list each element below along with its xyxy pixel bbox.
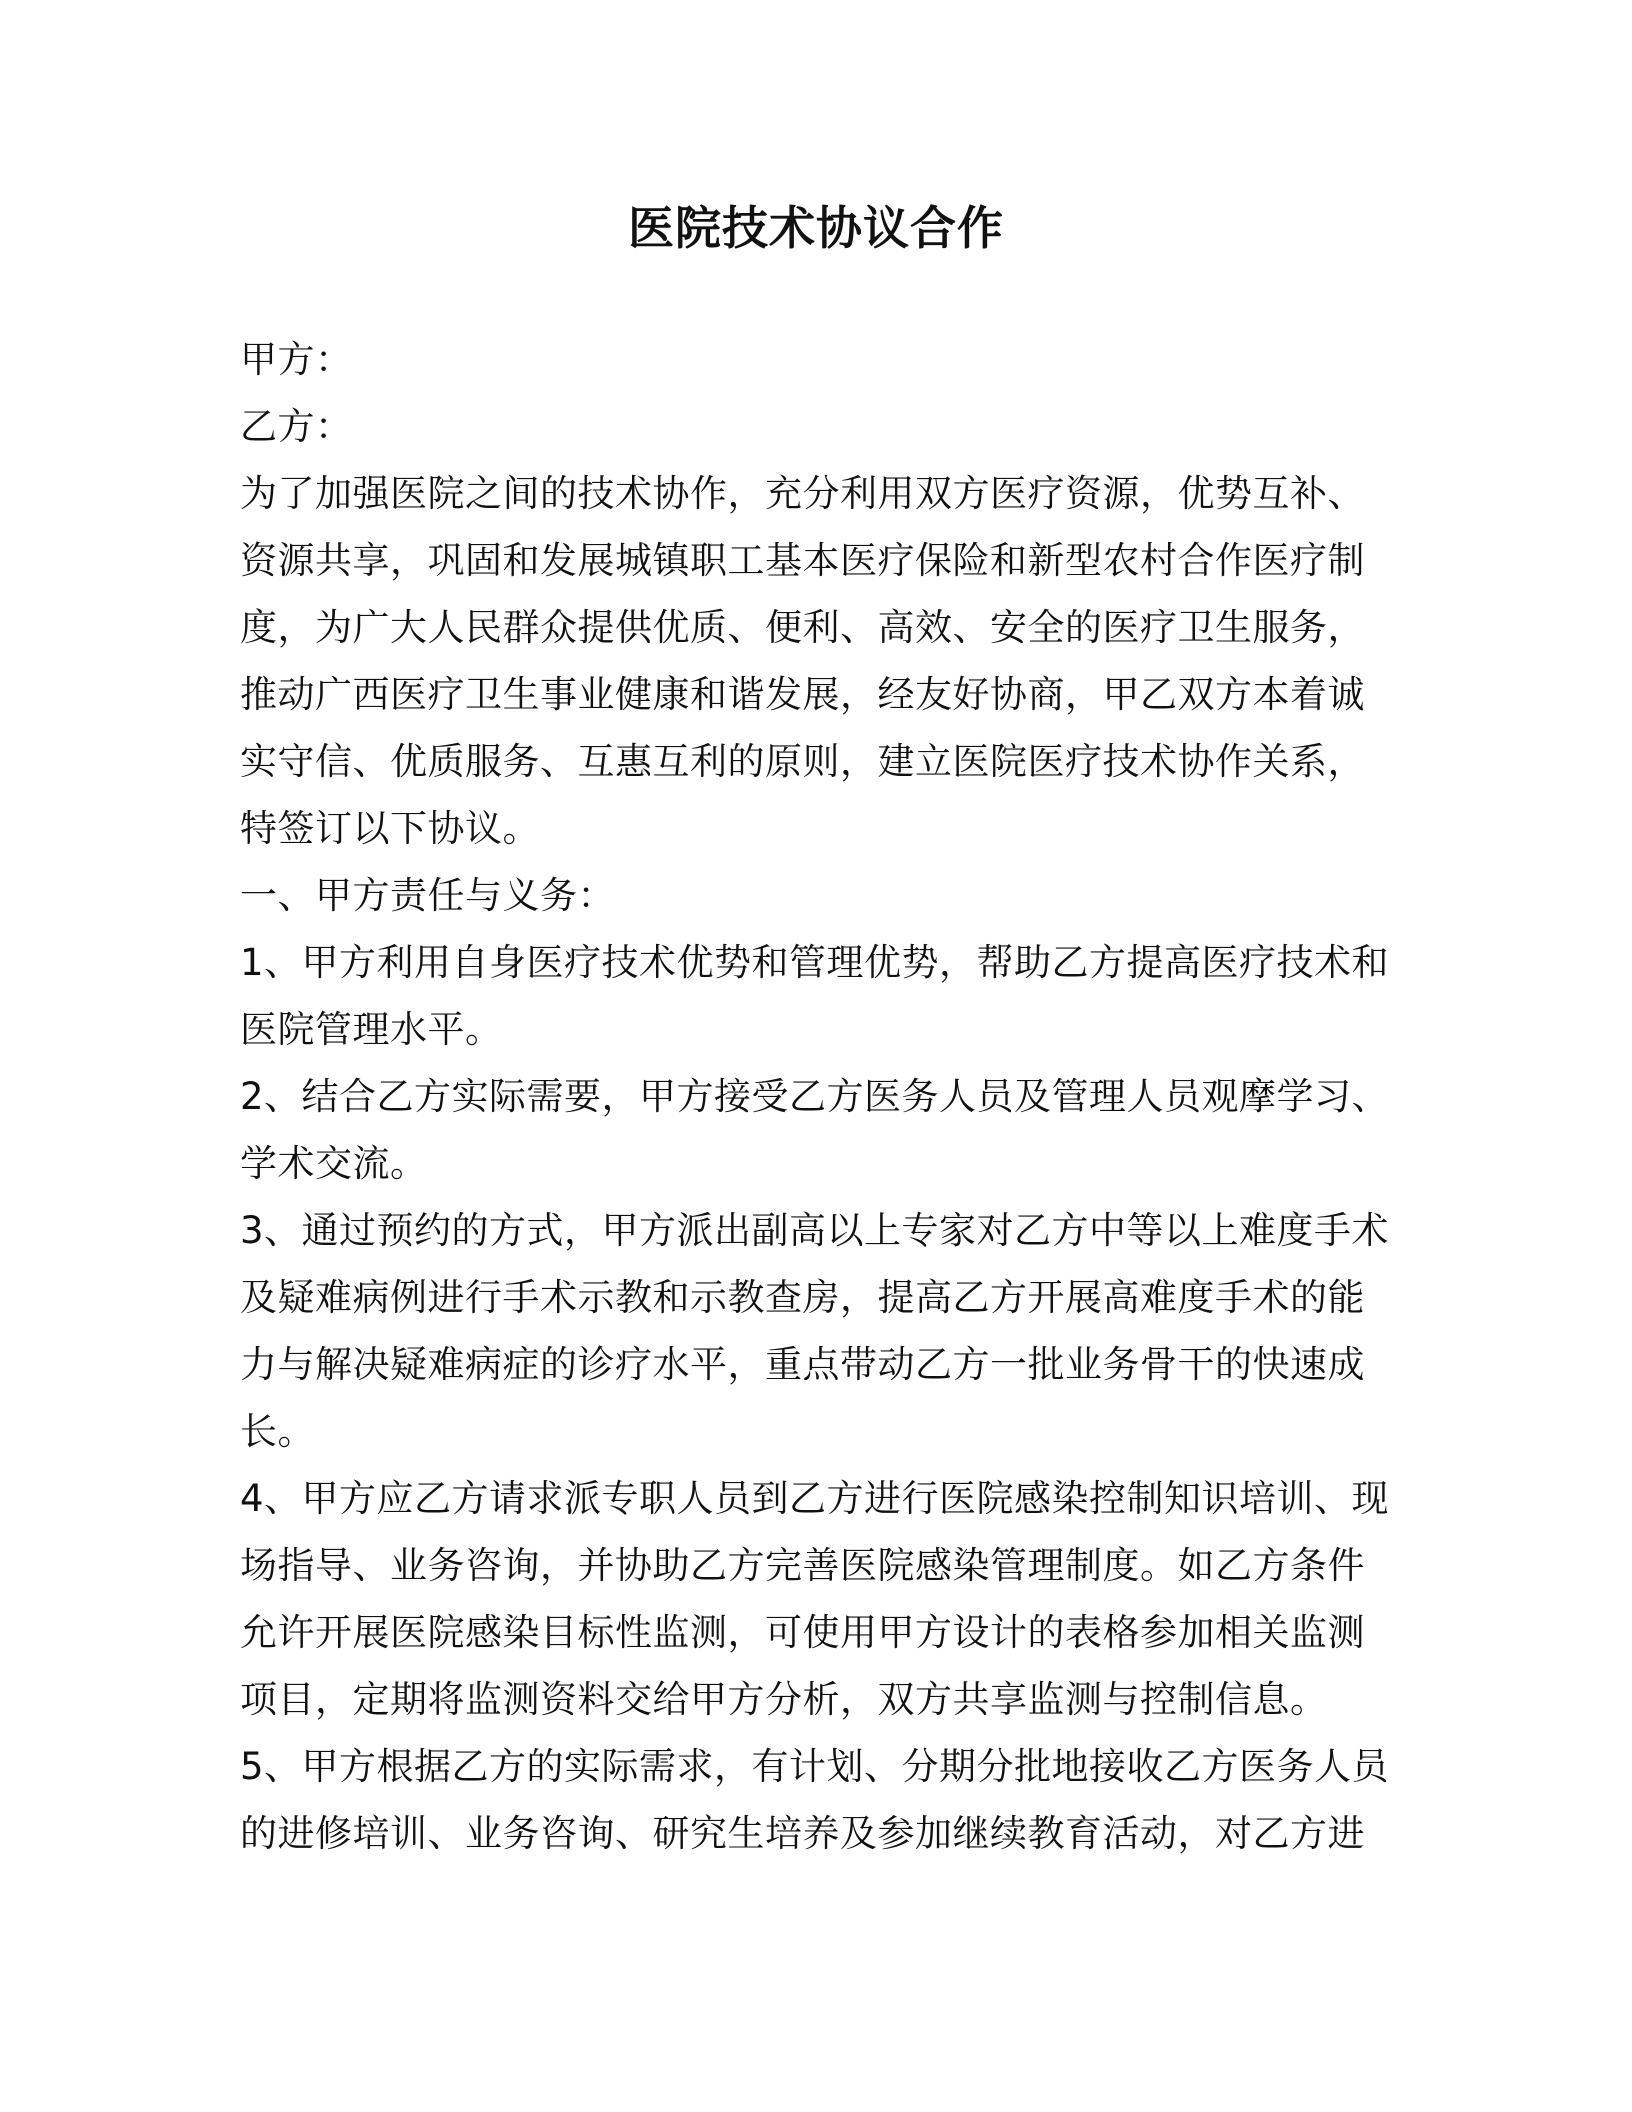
- body-line: 5、甲方根据乙方的实际需求，有计划、分期分批地接收乙方医务人员: [240, 1745, 1390, 1788]
- document-title: 医院技术协议合作: [628, 201, 1004, 255]
- body-line: 2、结合乙方实际需要，甲方接受乙方医务人员及管理人员观摩学习、: [240, 1075, 1390, 1118]
- body-line: 特签订以下协议。: [240, 807, 540, 850]
- body-line: 长。: [240, 1410, 315, 1453]
- body-line: 场指导、业务咨询，并协助乙方完善医院感染管理制度。如乙方条件: [240, 1544, 1365, 1587]
- body-line: 力与解决疑难病症的诊疗水平，重点带动乙方一批业务骨干的快速成: [240, 1343, 1365, 1386]
- body-line: 4、甲方应乙方请求派专职人员到乙方进行医院感染控制知识培训、现: [240, 1477, 1390, 1520]
- body-line: 医院管理水平。: [240, 1008, 503, 1051]
- body-line: 的进修培训、业务咨询、研究生培养及参加继续教育活动，对乙方进: [240, 1812, 1365, 1855]
- body-line: 项目，定期将监测资料交给甲方分析，双方共享监测与控制信息。: [240, 1678, 1328, 1721]
- body-line: 为了加强医院之间的技术协作，充分利用双方医疗资源，优势互补、: [240, 472, 1365, 515]
- body-line: 及疑难病例进行手术示教和示教查房，提高乙方开展高难度手术的能: [240, 1276, 1365, 1319]
- document-body: [240, 326, 1390, 1867]
- body-line: 学术交流。: [240, 1142, 428, 1185]
- section-heading: 一、甲方责任与义务：: [240, 874, 615, 917]
- body-line: 度，为广大人民群众提供优质、便利、高效、安全的医疗卫生服务，: [240, 606, 1365, 649]
- body-line: 资源共享，巩固和发展城镇职工基本医疗保险和新型农村合作医疗制: [240, 539, 1365, 582]
- body-line: 1、甲方利用自身医疗技术优势和管理优势，帮助乙方提高医疗技术和: [240, 941, 1390, 984]
- body-line: 推动广西医疗卫生事业健康和谐发展，经友好协商，甲乙双方本着诚: [240, 673, 1365, 716]
- body-line: 乙方：: [240, 405, 353, 448]
- body-line: 甲方：: [240, 338, 353, 381]
- body-line: 允许开展医院感染目标性监测，可使用甲方设计的表格参加相关监测: [240, 1611, 1365, 1654]
- body-line: 3、通过预约的方式，甲方派出副高以上专家对乙方中等以上难度手术: [240, 1209, 1390, 1252]
- body-line: 实守信、优质服务、互惠互利的原则，建立医院医疗技术协作关系，: [240, 740, 1365, 783]
